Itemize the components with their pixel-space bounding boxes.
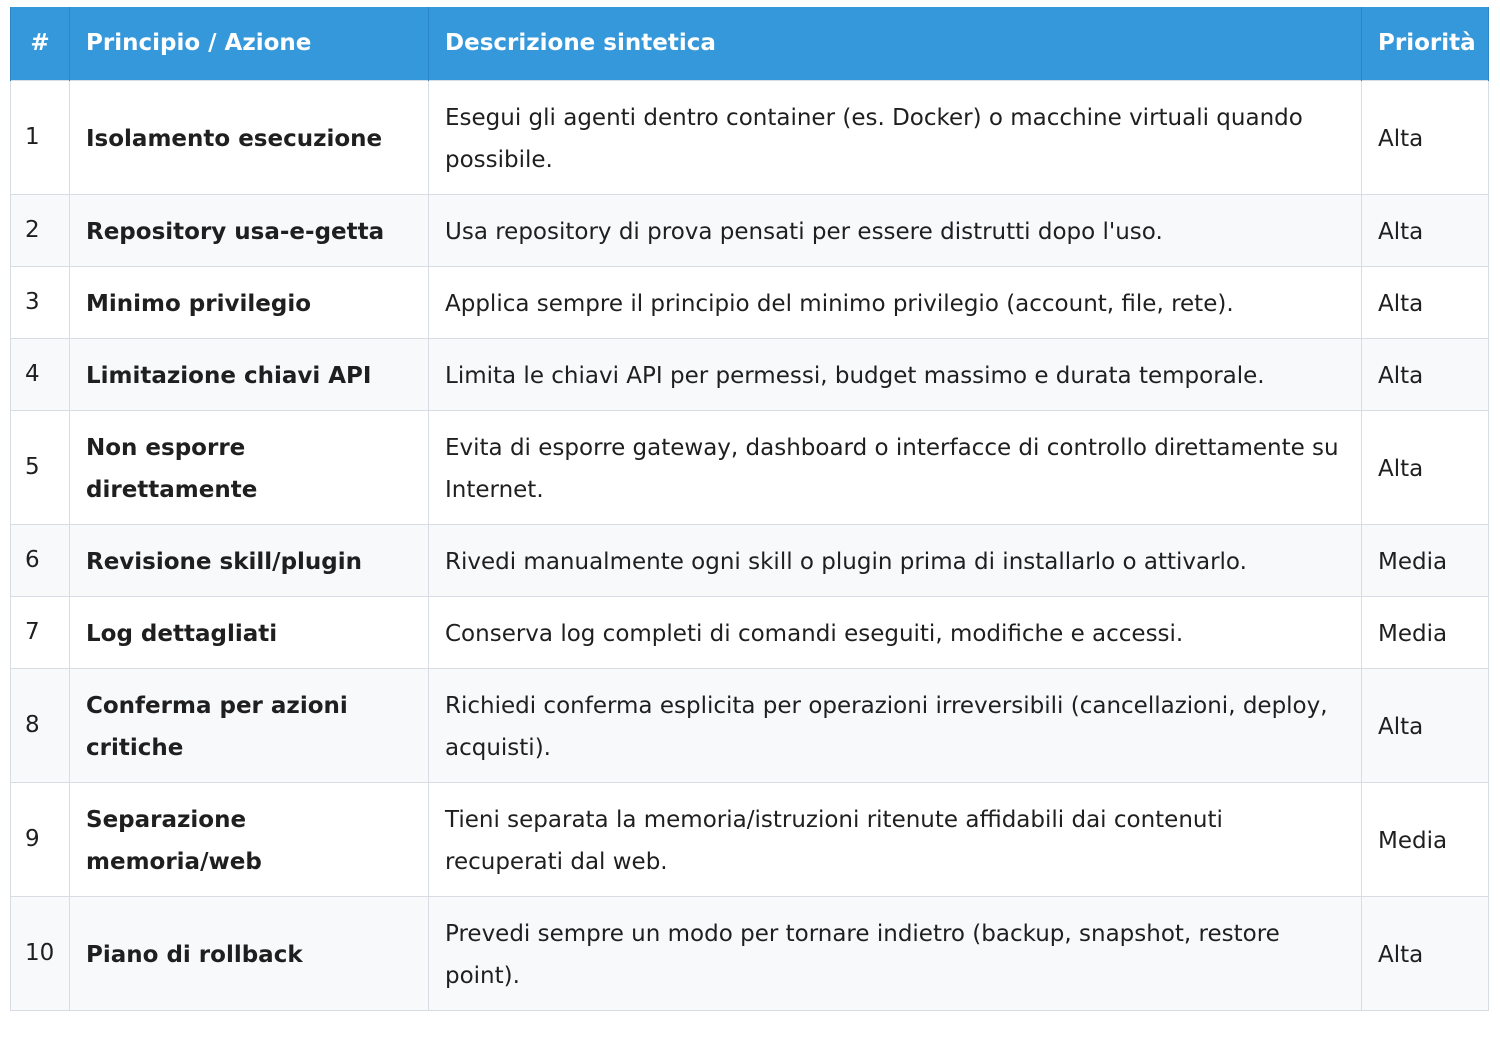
row-principle: Limitazione chiavi API	[70, 338, 429, 410]
table-row	[11, 266, 1489, 338]
row-principle: Repository usa-e-getta	[70, 194, 429, 266]
table-row	[11, 596, 1489, 668]
row-priority: Alta	[1362, 266, 1489, 338]
row-priority: Alta	[1362, 896, 1489, 1010]
row-principle: Piano di rollback	[70, 896, 429, 1010]
row-priority: Alta	[1362, 80, 1489, 194]
table-row	[11, 80, 1489, 194]
row-principle: Conferma per azioni critiche	[70, 668, 429, 782]
row-description: Conserva log completi di comandi eseguiti, modifiche e accessi.	[429, 596, 1362, 668]
row-priority: Alta	[1362, 668, 1489, 782]
row-description: Rivedi manualmente ogni skill o plugin prima di installarlo o attivarlo.	[429, 524, 1362, 596]
row-description: Evita di esporre gateway, dashboard o interfacce di controllo direttamente su Internet.	[429, 410, 1362, 524]
row-description: Prevedi sempre un modo per tornare indietro (backup, snapshot, restore point).	[429, 896, 1362, 1010]
row-number: 10	[11, 896, 70, 1010]
table-row	[11, 896, 1489, 1010]
table-header	[11, 7, 1489, 80]
table-body	[11, 80, 1489, 1010]
row-description: Usa repository di prova pensati per essere distrutti dopo l'uso.	[429, 194, 1362, 266]
row-description: Applica sempre il principio del minimo privilegio (account, file, rete).	[429, 266, 1362, 338]
row-number: 1	[11, 80, 70, 194]
row-description: Limita le chiavi API per permessi, budget massimo e durata temporale.	[429, 338, 1362, 410]
row-priority: Alta	[1362, 338, 1489, 410]
row-principle: Non esporre direttamente	[70, 410, 429, 524]
row-principle: Log dettagliati	[70, 596, 429, 668]
table-row	[11, 782, 1489, 896]
row-principle: Isolamento esecuzione	[70, 80, 429, 194]
row-number: 5	[11, 410, 70, 524]
row-number: 8	[11, 668, 70, 782]
header-description: Descrizione sintetica	[429, 7, 1362, 80]
row-principle: Revisione skill/plugin	[70, 524, 429, 596]
row-priority: Alta	[1362, 410, 1489, 524]
row-number: 6	[11, 524, 70, 596]
row-principle: Minimo privilegio	[70, 266, 429, 338]
row-number: 4	[11, 338, 70, 410]
security-principles-table-container	[10, 7, 1488, 1011]
row-number: 7	[11, 596, 70, 668]
row-description: Richiedi conferma esplicita per operazioni irreversibili (cancellazioni, deploy, acquisti).	[429, 668, 1362, 782]
row-number: 9	[11, 782, 70, 896]
table-row	[11, 194, 1489, 266]
row-priority: Media	[1362, 782, 1489, 896]
table-row	[11, 524, 1489, 596]
row-number: 3	[11, 266, 70, 338]
row-priority: Media	[1362, 524, 1489, 596]
row-description: Esegui gli agenti dentro container (es. Docker) o macchine virtuali quando possibile.	[429, 80, 1362, 194]
table-row	[11, 338, 1489, 410]
header-row	[11, 7, 1489, 80]
header-number: #	[11, 7, 70, 80]
header-principle: Principio / Azione	[70, 7, 429, 80]
row-priority: Alta	[1362, 194, 1489, 266]
row-priority: Media	[1362, 596, 1489, 668]
row-principle: Separazione memoria/web	[70, 782, 429, 896]
security-principles-table	[10, 7, 1489, 1011]
row-number: 2	[11, 194, 70, 266]
table-row	[11, 410, 1489, 524]
table-row	[11, 668, 1489, 782]
row-description: Tieni separata la memoria/istruzioni ritenute affidabili dai contenuti recuperati dal web.	[429, 782, 1362, 896]
header-priority: Priorità	[1362, 7, 1489, 80]
